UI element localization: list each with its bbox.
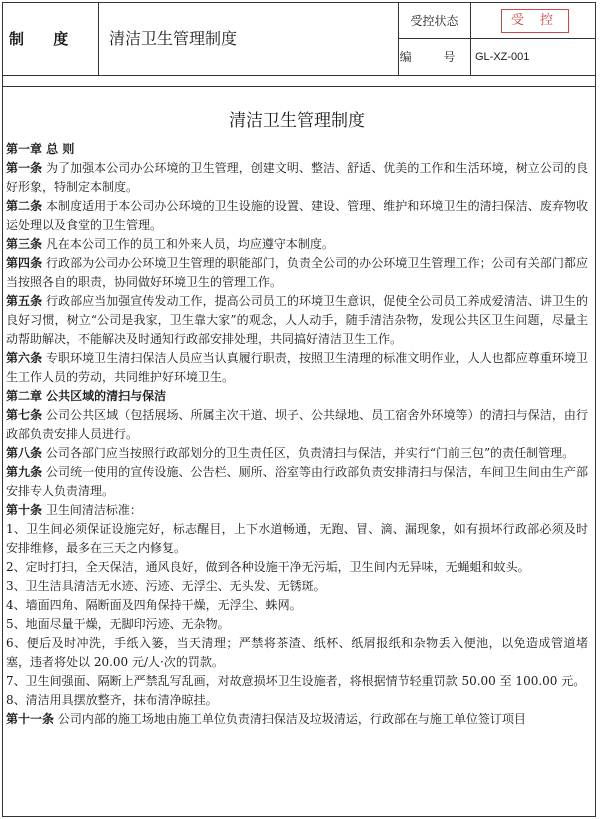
article-label: 第二条 — [6, 199, 43, 213]
article-paragraph — [6, 501, 588, 520]
article-text: 公司公共区域（包括展场、所属主次干道、坝子、公共绿地、员工宿舍外环境等）的清扫与保洁，由行政部负责安排人员进行。 — [6, 408, 588, 441]
list-item — [6, 577, 588, 596]
article-text: 专职环境卫生清扫保洁人员应当认真履行职责，按照卫生清理的标准文明作业，人人也都应尊重环境卫生工作人员的劳动，共同维护好环境卫生。 — [6, 351, 588, 384]
article-label: 第七条 — [6, 408, 43, 422]
article-text: 6、便后及时冲洗，手纸入篓，当天清理；严禁将茶渣、纸杯、纸屑报纸和杂物丢入便池，以免造成管道堵塞，违者将处以 20.00 元/人·次的罚款。 — [6, 636, 588, 669]
header-divider — [3, 86, 595, 87]
header-table — [3, 3, 595, 76]
article-paragraph — [6, 235, 588, 254]
article-paragraph — [6, 254, 588, 292]
number-value: GL-XZ-001 — [475, 51, 530, 63]
chapter-heading: 第二章 公共区域的清扫与保洁 — [6, 389, 167, 403]
article-text: 公司内部的施工场地由施工单位负责清扫保洁及垃圾清运，行政部在与施工单位签订项目 — [57, 712, 526, 726]
article-label: 第五条 — [6, 294, 43, 308]
list-item — [6, 520, 588, 558]
article-text: 卫生间清洁标准： — [45, 503, 142, 517]
article-label: 第十条 — [6, 503, 43, 517]
article-label: 第六条 — [6, 351, 43, 365]
article-text: 行政部为公司办公环境卫生管理的职能部门，负责全公司的办公环境卫生管理工作；公司有关部门都应当按照各自的职责，协同做好环境卫生的管理工作。 — [6, 256, 588, 289]
article-label: 第三条 — [6, 237, 43, 251]
article-label: 第十一条 — [6, 712, 55, 726]
article-label: 第一条 — [6, 161, 43, 175]
article-paragraph — [6, 406, 588, 444]
article-paragraph — [6, 463, 588, 501]
list-item — [6, 691, 588, 710]
article-text: 本制度适用于本公司办公环境的卫生设施的设置、建设、管理、维护和环境卫生的清扫保洁、废弃物收运处理以及食堂的卫生管理。 — [6, 199, 588, 232]
control-value-cell — [471, 3, 595, 39]
doc-name-cell: 清洁卫生管理制度 — [99, 3, 399, 75]
article-text: 5、地面尽量干燥，无脚印污迹、无杂物。 — [6, 617, 230, 631]
article-text: 3、卫生洁具清洁无水迹、污迹、无浮尘、无头发、无锈斑。 — [6, 579, 326, 593]
article-text: 凡在本公司工作的员工和外来人员，均应遵守本制度。 — [45, 237, 334, 251]
document-title: 清洁卫生管理制度 — [229, 111, 365, 131]
number-label: 编 号 — [399, 39, 471, 75]
chapter-heading: 第一章 总 则 — [6, 142, 75, 156]
list-item — [6, 672, 588, 691]
article-text: 为了加强本公司办公环境的卫生管理，创建文明、整洁、舒适、优美的工作和生活环境，树立公司的良好形象，特制定本制度。 — [6, 161, 588, 194]
article-paragraph — [6, 197, 588, 235]
article-text: 8、清洁用具摆放整齐，抹布清净晾挂。 — [6, 693, 218, 707]
article-paragraph — [6, 159, 588, 197]
article-paragraph — [6, 444, 588, 463]
article-paragraph — [6, 710, 588, 729]
article-paragraph — [6, 292, 588, 349]
list-item — [6, 615, 588, 634]
control-label: 受控状态 — [399, 3, 471, 39]
article-label: 第八条 — [6, 446, 43, 460]
list-item — [6, 634, 588, 672]
document-body — [6, 108, 588, 729]
list-item — [6, 596, 588, 615]
article-text: 行政部应当加强宣传发动工作，提高公司员工的环境卫生意识，促使全公司员工养成爱清洁、讲卫生的良好习惯，树立“公司是我家，卫生靠大家”的观念，人人动手，随手清洁杂物，发现公共区卫生问题，尽量主动帮助解决，不能解决及时通知行政部安排处理，共同搞好清洁卫生工作。 — [6, 294, 588, 346]
article-paragraph — [6, 349, 588, 387]
article-text: 公司统一使用的宣传设施、公告栏、厕所、浴室等由行政部负责安排清扫与保洁，车间卫生间由生产部安排专人负责清理。 — [6, 465, 588, 498]
article-text: 7、卫生间强面、隔断上严禁乱写乱画，对故意损坏卫生设施者，将根据情节轻重罚款 50.00 至 100.00 元。 — [6, 674, 586, 688]
list-item — [6, 558, 588, 577]
controlled-stamp: 受 控 — [501, 9, 569, 33]
article-label: 第四条 — [6, 256, 43, 270]
article-text: 2、定时打扫，全天保洁，通风良好，做到各种设施干净无污垢，卫生间内无异味，无蝇蛆和蚊头。 — [6, 560, 530, 574]
article-text: 1、卫生间必须保证设施完好，标志醒目，上下水道畅通，无跑、冒、滴、漏现象，如有损坏行政部必须及时安排维修，最多在三天之内修复。 — [6, 522, 588, 555]
article-label: 第九条 — [6, 465, 43, 479]
document-blocks — [6, 140, 588, 729]
category-cell: 制 度 — [3, 3, 99, 75]
article-text: 4、墙面四角、隔断面及四角保持干燥，无浮尘、蛛网。 — [6, 598, 302, 612]
article-text: 公司各部门应当按照行政部划分的卫生责任区，负责清扫与保洁，并实行“门前三包”的责任制管理。 — [45, 446, 575, 460]
